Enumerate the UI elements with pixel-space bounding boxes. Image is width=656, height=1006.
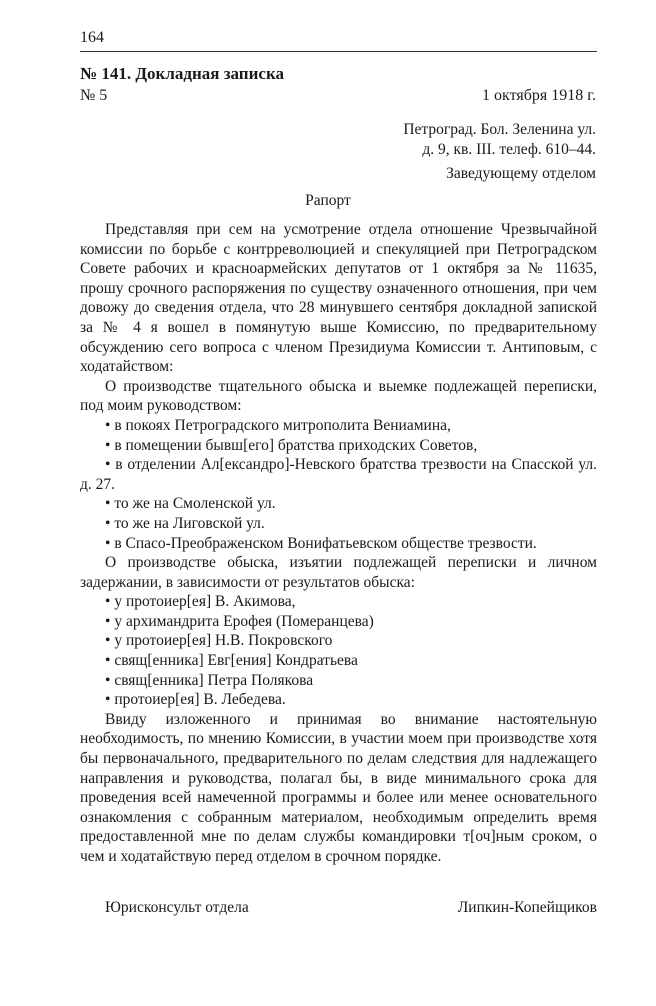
list-item: • в отделении Ал[ександро]-Невского братства трезвости на Спасской ул. д. 27. bbox=[80, 456, 597, 493]
paragraph-2: О производстве тщательного обыска и выемке подлежащей переписки, под моим руководством: bbox=[80, 377, 597, 415]
list-item: • свящ[енника] Евг[ения] Кондратьева bbox=[105, 652, 358, 670]
list-item: • в Спасо-Преображенском Вонифатьевском обществе трезвости. bbox=[105, 534, 537, 552]
sender-address bbox=[403, 120, 596, 160]
addressee: Заведующему отделом bbox=[446, 165, 596, 182]
list-item: • в помещении бывш[его] братства приходских Советов, bbox=[105, 436, 478, 454]
page-number: 164 bbox=[80, 29, 104, 46]
header-rule bbox=[80, 51, 597, 52]
bullet: • bbox=[105, 456, 111, 474]
signatory-position: Юрисконсульт отдела bbox=[105, 899, 249, 916]
paragraph-1: Представляя при сем на усмотрение отдела отношение Чрезвычайной комиссии по борьбе с контрреволюцией и спекуляцией при Петроградском Совете рабочих и красноармейских депутатов от 1 октября за № 11635, прошу срочного распоряжения по существу означенного отношения, при чем довожу до сведения отдела, что 28 минувшего сентября докладной запиской за № 4 я вошел в помянутую выше Комиссию, по предварительному обсуждению сего вопроса с членом Президиума Комиссии т. Антиповым, с ходатайством: bbox=[80, 221, 597, 376]
list-item: • свящ[енника] Петра Полякова bbox=[105, 671, 314, 689]
search-locations-list bbox=[80, 416, 597, 553]
address-line-2: д. 9, кв. III. телеф. 610–44. bbox=[422, 141, 596, 158]
bullet: • bbox=[105, 632, 111, 650]
bullet: • bbox=[105, 514, 111, 532]
bullet: • bbox=[105, 652, 111, 670]
bullet: • bbox=[105, 671, 111, 689]
bullet: • bbox=[105, 612, 111, 630]
list-item: • в покоях Петроградского митрополита Вениамина, bbox=[105, 416, 451, 434]
document-heading: Рапорт bbox=[305, 192, 351, 209]
paragraph-3: О производстве обыска, изъятии подлежащей переписки и личном задержании, в зависимости от результатов обыска: bbox=[80, 554, 597, 591]
document-body bbox=[80, 220, 597, 867]
bullet: • bbox=[105, 495, 111, 513]
list-item: • у протоиер[ея] Н.В. Покровского bbox=[105, 632, 333, 650]
bullet: • bbox=[105, 691, 111, 709]
bullet: • bbox=[105, 593, 111, 611]
address-line-1: Петроград. Бол. Зеленина ул. bbox=[403, 121, 596, 138]
document-date: 1 октября 1918 г. bbox=[482, 87, 596, 104]
list-item: • протоиер[ея] В. Лебедева. bbox=[105, 691, 286, 709]
document-title: № 141. Докладная записка bbox=[80, 64, 284, 83]
bullet: • bbox=[105, 534, 111, 552]
signatory-name: Липкин-Копейщиков bbox=[457, 899, 597, 916]
document-number: № 5 bbox=[80, 87, 108, 104]
list-item: • у протоиер[ея] В. Акимова, bbox=[105, 593, 296, 611]
bullet: • bbox=[105, 436, 111, 454]
persons-list bbox=[80, 592, 597, 710]
list-item: • у архимандрита Ерофея (Померанцева) bbox=[105, 612, 374, 630]
bullet: • bbox=[105, 416, 111, 434]
list-item: • то же на Лиговской ул. bbox=[105, 514, 265, 532]
list-item: • то же на Смоленской ул. bbox=[105, 495, 276, 513]
paragraph-4: Ввиду изложенного и принимая во внимание настоятельную необходимость, по мнению Комиссии, в участии моем при производстве хотя бы первоначального, предварительного по делам следствия для надлежащего направления и руководства, полагал бы, в виде минимального срока для проведения всей намеченной программы и более или менее основательного ознакомления с собранным материалом, необходимым определить время предоставленной мне по делам службы командировки т[оч]ным сроком, о чем и ходатайствую перед отделом в срочном порядке. bbox=[80, 710, 597, 865]
